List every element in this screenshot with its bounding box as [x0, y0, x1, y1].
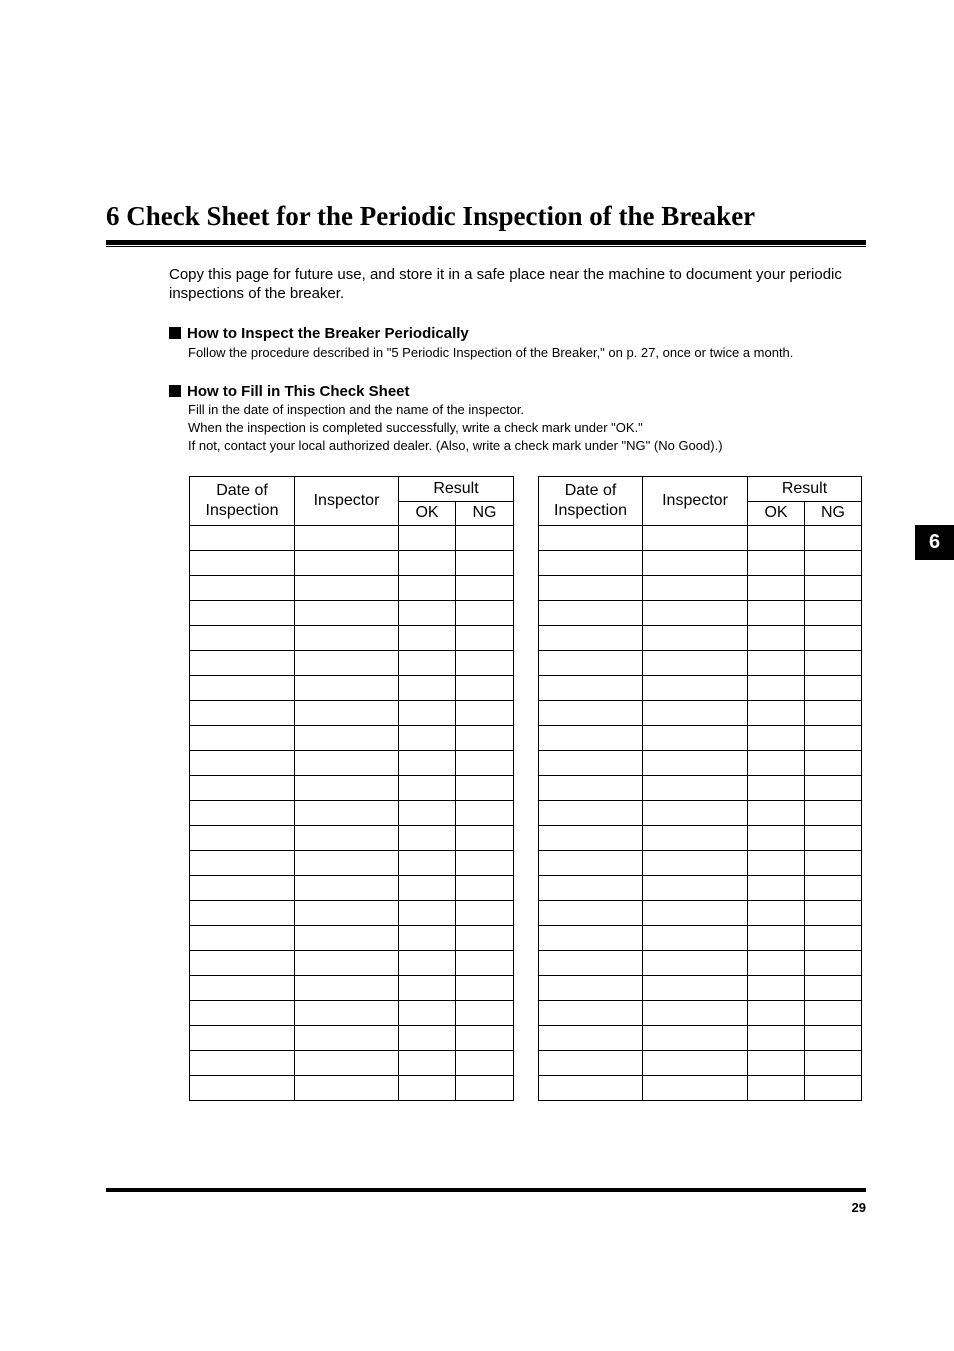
date-cell: [539, 926, 643, 951]
inspector-cell: [295, 1026, 399, 1051]
ng-cell: [805, 851, 862, 876]
table-row: [190, 901, 514, 926]
ng-cell: [805, 726, 862, 751]
ng-cell: [805, 526, 862, 551]
ok-cell: [399, 951, 456, 976]
table-row: [190, 676, 514, 701]
ok-cell: [399, 901, 456, 926]
table-row: [539, 601, 862, 626]
table-row: [190, 751, 514, 776]
date-cell: [190, 926, 295, 951]
inspector-cell: [643, 901, 748, 926]
table-row: [539, 926, 862, 951]
table-row: [539, 1076, 862, 1101]
ok-cell: [399, 876, 456, 901]
table-row: [539, 576, 862, 601]
header-inspector: Inspector: [643, 477, 748, 526]
ng-cell: [456, 776, 514, 801]
table-row: [190, 701, 514, 726]
ng-cell: [805, 1001, 862, 1026]
ok-cell: [748, 1051, 805, 1076]
table-row: [190, 926, 514, 951]
date-cell: [539, 1051, 643, 1076]
ok-cell: [748, 676, 805, 701]
date-cell: [190, 726, 295, 751]
header-result: Result: [399, 477, 514, 502]
inspector-cell: [643, 1026, 748, 1051]
title-rule: [106, 240, 866, 245]
ok-cell: [399, 926, 456, 951]
date-cell: [190, 976, 295, 1001]
table-row: [539, 826, 862, 851]
ng-cell: [805, 976, 862, 1001]
ok-cell: [748, 1001, 805, 1026]
date-cell: [190, 801, 295, 826]
date-cell: [539, 676, 643, 701]
table-row: [539, 1051, 862, 1076]
ng-cell: [456, 701, 514, 726]
inspector-cell: [295, 801, 399, 826]
ng-cell: [456, 801, 514, 826]
inspector-cell: [295, 951, 399, 976]
inspector-cell: [643, 801, 748, 826]
page-title: 6 Check Sheet for the Periodic Inspection of the Breaker: [106, 201, 756, 231]
inspector-cell: [295, 901, 399, 926]
inspector-cell: [295, 726, 399, 751]
inspector-cell: [643, 701, 748, 726]
ng-cell: [456, 1051, 514, 1076]
intro-text: Copy this page for future use, and store it in a safe place near the machine to document your periodic inspections of the breaker.: [169, 266, 842, 302]
ng-cell: [805, 576, 862, 601]
inspector-cell: [295, 626, 399, 651]
inspector-cell: [643, 601, 748, 626]
date-cell: [190, 776, 295, 801]
date-cell: [539, 1076, 643, 1101]
table-row: [190, 726, 514, 751]
inspector-cell: [295, 701, 399, 726]
table-row: [190, 1026, 514, 1051]
date-cell: [190, 651, 295, 676]
ng-cell: [456, 576, 514, 601]
header-ng: NG: [456, 501, 514, 526]
ok-cell: [399, 676, 456, 701]
ng-cell: [456, 751, 514, 776]
ok-cell: [748, 901, 805, 926]
table-row: [539, 701, 862, 726]
ok-cell: [748, 776, 805, 801]
header-date: Date of Inspection: [539, 477, 643, 526]
ok-cell: [399, 526, 456, 551]
ng-cell: [456, 1001, 514, 1026]
inspector-cell: [643, 1051, 748, 1076]
date-cell: [190, 626, 295, 651]
table-row: [190, 801, 514, 826]
ok-cell: [748, 726, 805, 751]
inspector-cell: [643, 676, 748, 701]
inspector-cell: [643, 751, 748, 776]
ng-cell: [456, 676, 514, 701]
section-line: If not, contact your local authorized dealer. (Also, write a check mark under "NG" (No Good).): [188, 438, 723, 453]
ok-cell: [748, 976, 805, 1001]
ng-cell: [805, 926, 862, 951]
date-cell: [539, 651, 643, 676]
date-cell: [539, 1026, 643, 1051]
ok-cell: [748, 1076, 805, 1101]
header-inspector: Inspector: [295, 477, 399, 526]
ok-cell: [399, 851, 456, 876]
date-cell: [190, 601, 295, 626]
ok-cell: [399, 976, 456, 1001]
header-ok: OK: [748, 501, 805, 526]
ok-cell: [748, 601, 805, 626]
inspector-cell: [643, 726, 748, 751]
ok-cell: [748, 851, 805, 876]
table-row: [190, 526, 514, 551]
section-line: When the inspection is completed successfully, write a check mark under "OK.": [188, 420, 643, 435]
ok-cell: [399, 1026, 456, 1051]
table-row: [190, 551, 514, 576]
inspector-cell: [643, 976, 748, 1001]
inspector-cell: [295, 601, 399, 626]
date-cell: [539, 976, 643, 1001]
ok-cell: [748, 651, 805, 676]
ok-cell: [748, 526, 805, 551]
ng-cell: [805, 801, 862, 826]
ok-cell: [399, 776, 456, 801]
date-cell: [539, 601, 643, 626]
section-heading-inspect: [169, 324, 469, 343]
date-cell: [539, 1001, 643, 1026]
check-sheet-table-right: [538, 476, 862, 1101]
inspector-cell: [295, 1001, 399, 1026]
table-row: [190, 826, 514, 851]
inspector-cell: [643, 1001, 748, 1026]
section-line: Fill in the date of inspection and the name of the inspector.: [188, 402, 525, 417]
ok-cell: [748, 701, 805, 726]
footer-rule: [106, 1188, 866, 1192]
date-cell: [539, 851, 643, 876]
ng-cell: [456, 826, 514, 851]
inspector-cell: [643, 576, 748, 601]
ng-cell: [805, 1076, 862, 1101]
date-cell: [190, 751, 295, 776]
ok-cell: [399, 651, 456, 676]
header-date: Date of Inspection: [190, 477, 295, 526]
inspector-cell: [295, 676, 399, 701]
section-heading-text: How to Inspect the Breaker Periodically: [187, 325, 469, 342]
square-bullet-icon: [169, 327, 181, 339]
ng-cell: [805, 826, 862, 851]
header-ok: OK: [399, 501, 456, 526]
table-row: [190, 776, 514, 801]
header-result: Result: [748, 477, 862, 502]
inspector-cell: [295, 826, 399, 851]
ng-cell: [456, 601, 514, 626]
table-row: [539, 1001, 862, 1026]
table-row: [539, 851, 862, 876]
date-cell: [539, 901, 643, 926]
table-row: [190, 951, 514, 976]
ng-cell: [456, 551, 514, 576]
ok-cell: [399, 751, 456, 776]
ok-cell: [748, 576, 805, 601]
date-cell: [190, 951, 295, 976]
date-cell: [190, 526, 295, 551]
inspector-cell: [643, 551, 748, 576]
table-row: [190, 626, 514, 651]
table-row: [190, 1001, 514, 1026]
page-number: 29: [851, 1200, 866, 1215]
ng-cell: [456, 951, 514, 976]
date-cell: [539, 951, 643, 976]
ok-cell: [748, 926, 805, 951]
ng-cell: [805, 676, 862, 701]
date-cell: [539, 751, 643, 776]
ok-cell: [399, 801, 456, 826]
inspector-cell: [643, 626, 748, 651]
date-cell: [190, 876, 295, 901]
table-row: [190, 876, 514, 901]
inspector-cell: [295, 976, 399, 1001]
table-row: [539, 901, 862, 926]
ok-cell: [748, 751, 805, 776]
date-cell: [190, 826, 295, 851]
date-cell: [539, 551, 643, 576]
inspector-cell: [643, 651, 748, 676]
ng-cell: [805, 701, 862, 726]
ng-cell: [805, 951, 862, 976]
ok-cell: [399, 626, 456, 651]
table-row: [539, 976, 862, 1001]
chapter-tab: 6: [915, 525, 954, 560]
date-cell: [190, 551, 295, 576]
ok-cell: [399, 601, 456, 626]
ng-cell: [805, 1051, 862, 1076]
table-row: [190, 851, 514, 876]
ng-cell: [805, 601, 862, 626]
inspector-cell: [295, 776, 399, 801]
section-body-inspect: [188, 344, 793, 362]
date-cell: [539, 876, 643, 901]
ok-cell: [399, 701, 456, 726]
table-row: [539, 801, 862, 826]
table-row: [190, 576, 514, 601]
ng-cell: [805, 1026, 862, 1051]
ok-cell: [399, 551, 456, 576]
date-cell: [190, 901, 295, 926]
date-cell: [539, 726, 643, 751]
inspector-cell: [295, 926, 399, 951]
table-row: [190, 1076, 514, 1101]
table-row: [539, 526, 862, 551]
inspector-cell: [295, 1076, 399, 1101]
ok-cell: [748, 626, 805, 651]
inspector-cell: [643, 851, 748, 876]
ng-cell: [456, 901, 514, 926]
ng-cell: [456, 526, 514, 551]
table-row: [539, 951, 862, 976]
table-row: [539, 751, 862, 776]
inspector-cell: [643, 951, 748, 976]
ng-cell: [805, 876, 862, 901]
date-cell: [190, 851, 295, 876]
inspector-cell: [643, 876, 748, 901]
table-row: [539, 726, 862, 751]
table-row: [539, 676, 862, 701]
ok-cell: [748, 801, 805, 826]
inspector-cell: [643, 526, 748, 551]
ng-cell: [805, 776, 862, 801]
inspector-cell: [295, 1051, 399, 1076]
ok-cell: [399, 726, 456, 751]
table-row: [190, 976, 514, 1001]
inspector-cell: [295, 551, 399, 576]
table-row: [190, 601, 514, 626]
section-line: Follow the procedure described in "5 Periodic Inspection of the Breaker," on p. 27, once or twice a month.: [188, 345, 794, 360]
table-row: [539, 626, 862, 651]
ng-cell: [456, 1026, 514, 1051]
ok-cell: [399, 1051, 456, 1076]
title-rule-thin: [106, 246, 866, 247]
inspector-cell: [295, 751, 399, 776]
ng-cell: [456, 626, 514, 651]
ng-cell: [456, 851, 514, 876]
date-cell: [539, 626, 643, 651]
table-row: [539, 876, 862, 901]
table-row: [539, 1026, 862, 1051]
ng-cell: [456, 726, 514, 751]
date-cell: [190, 676, 295, 701]
ok-cell: [748, 551, 805, 576]
section-heading-text: How to Fill in This Check Sheet: [187, 383, 410, 400]
date-cell: [190, 1076, 295, 1101]
inspector-cell: [295, 651, 399, 676]
date-cell: [190, 1026, 295, 1051]
date-cell: [190, 1001, 295, 1026]
date-cell: [190, 576, 295, 601]
table-row: [539, 651, 862, 676]
inspector-cell: [643, 1076, 748, 1101]
inspector-cell: [295, 876, 399, 901]
section-body-fill: [188, 401, 723, 455]
date-cell: [539, 801, 643, 826]
ok-cell: [399, 1076, 456, 1101]
ng-cell: [805, 901, 862, 926]
inspector-cell: [643, 926, 748, 951]
table-row: [539, 776, 862, 801]
check-sheet-table-left: [189, 476, 514, 1101]
date-cell: [539, 776, 643, 801]
date-cell: [539, 576, 643, 601]
inspector-cell: [643, 826, 748, 851]
ng-cell: [456, 876, 514, 901]
ok-cell: [399, 826, 456, 851]
header-ng: NG: [805, 501, 862, 526]
table-row: [190, 1051, 514, 1076]
ng-cell: [456, 926, 514, 951]
ok-cell: [399, 1001, 456, 1026]
ok-cell: [748, 876, 805, 901]
table-row: [190, 651, 514, 676]
ng-cell: [805, 651, 862, 676]
inspector-cell: [295, 851, 399, 876]
date-cell: [539, 826, 643, 851]
inspector-cell: [295, 576, 399, 601]
inspector-cell: [295, 526, 399, 551]
ng-cell: [456, 976, 514, 1001]
inspector-cell: [643, 776, 748, 801]
ng-cell: [805, 751, 862, 776]
ng-cell: [456, 1076, 514, 1101]
date-cell: [539, 526, 643, 551]
ng-cell: [805, 626, 862, 651]
ok-cell: [399, 576, 456, 601]
section-heading-fill: [169, 382, 410, 401]
date-cell: [190, 701, 295, 726]
ok-cell: [748, 826, 805, 851]
date-cell: [190, 1051, 295, 1076]
ok-cell: [748, 1026, 805, 1051]
date-cell: [539, 701, 643, 726]
square-bullet-icon: [169, 385, 181, 397]
table-row: [539, 551, 862, 576]
ng-cell: [805, 551, 862, 576]
ok-cell: [748, 951, 805, 976]
ng-cell: [456, 651, 514, 676]
